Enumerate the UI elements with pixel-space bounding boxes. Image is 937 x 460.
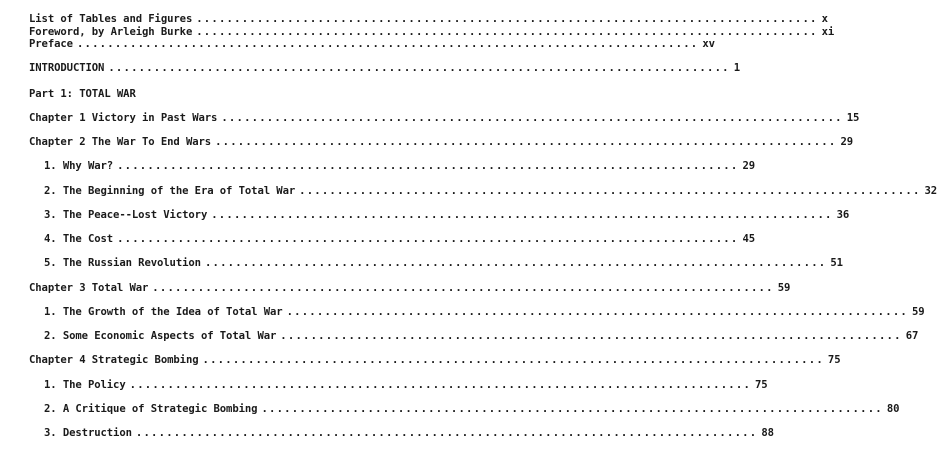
toc-entry-growth-of-total-war — [44, 305, 925, 319]
toc-entry-page: xi — [821, 26, 835, 38]
toc-entry-chapter-3 — [29, 281, 791, 295]
toc-entry-title: Part 1: TOTAL WAR — [29, 88, 136, 100]
toc-entry-page: 29 — [840, 136, 854, 148]
toc-entry-page: 45 — [742, 233, 756, 245]
dot-leader: .................................................................................. — [129, 379, 752, 391]
toc-entry-page: 75 — [827, 354, 841, 366]
toc-entry-page: 88 — [761, 427, 774, 439]
toc-entry-part-1 — [29, 87, 410, 101]
dot-leader: .................................................................................. — [108, 62, 730, 74]
dot-leader: .................................................................................. — [117, 233, 739, 245]
dot-leader: .................................................................................. — [286, 306, 908, 318]
toc-entry-page: 67 — [905, 330, 919, 342]
toc-entry-chapter-1 — [29, 111, 860, 125]
dot-leader: .................................................................................. — [202, 354, 824, 366]
toc-entry-title: Chapter 3 Total War — [29, 282, 149, 294]
toc-entry-title: 4. The Cost — [44, 233, 114, 245]
toc-entry-title: 1. The Policy — [44, 379, 126, 391]
dot-leader: .................................................................................. — [211, 209, 833, 221]
dot-leader: .................................................................................. — [76, 38, 699, 50]
toc-entry-title: List of Tables and Figures — [29, 13, 193, 25]
toc-entry-title: 3. Destruction — [44, 427, 132, 439]
dot-leader: .................................................................................. — [280, 330, 902, 342]
toc-entry-title: Preface — [29, 38, 73, 50]
toc-entry-page: 51 — [830, 257, 843, 269]
toc-entry-title: 3. The Peace--Lost Victory — [44, 209, 208, 221]
toc-entry-why-war — [44, 159, 756, 173]
toc-entry-page: 32 — [924, 185, 937, 197]
toc-entry-beginning-of-total-war — [44, 184, 937, 198]
dot-leader: .................................................................................. — [204, 257, 827, 269]
toc-entry-chapter-4 — [29, 353, 841, 367]
toc-entry-title: 1. The Growth of the Idea of Total War — [44, 306, 283, 318]
dot-leader: .................................................................................. — [196, 26, 818, 38]
toc-entry-title: Foreword, by Arleigh Burke — [29, 26, 193, 38]
toc-entry-russian-revolution — [44, 256, 843, 270]
toc-entry-page: 59 — [777, 282, 791, 294]
toc-entry-critique-of-bombing — [44, 402, 900, 416]
dot-leader: .................................................................................. — [152, 282, 774, 294]
dot-leader: .................................................................................. — [221, 112, 843, 124]
toc-entry-the-policy — [44, 378, 768, 392]
toc-entry-chapter-2 — [29, 135, 854, 149]
toc-entry-peace-lost-victory — [44, 208, 850, 222]
toc-entry-title: 2. The Beginning of the Era of Total War — [44, 185, 296, 197]
dot-leader: .................................................................................. — [135, 427, 758, 439]
toc-entry-title: INTRODUCTION — [29, 62, 105, 74]
toc-entry-page: 1 — [733, 62, 741, 74]
toc-entry-title: 2. A Critique of Strategic Bombing — [44, 403, 258, 415]
dot-leader: .................................................................................. — [196, 13, 818, 25]
toc-entry-list-of-tables-and-figures — [29, 12, 828, 26]
toc-entry-page: 36 — [836, 209, 850, 221]
toc-entry-introduction — [29, 61, 741, 75]
dot-leader: .................................................................................. — [299, 185, 921, 197]
toc-entry-title: 5. The Russian Revolution — [44, 257, 201, 269]
toc-entry-title: Chapter 4 Strategic Bombing — [29, 354, 199, 366]
toc-entry-preface — [29, 37, 715, 51]
toc-entry-page: x — [821, 13, 828, 25]
toc-entry-destruction — [44, 426, 774, 440]
dot-leader: .................................................................................. — [215, 136, 837, 148]
toc-entry-the-cost — [44, 232, 756, 246]
dot-leader: .................................................................................. — [261, 403, 883, 415]
toc-entry-page: 80 — [886, 403, 900, 415]
toc-entry-title: 2. Some Economic Aspects of Total War — [44, 330, 277, 342]
dot-leader: .................................................................................. — [117, 160, 739, 172]
toc-entry-title: Chapter 1 Victory in Past Wars — [29, 112, 218, 124]
toc-entry-title: Chapter 2 The War To End Wars — [29, 136, 212, 148]
toc-entry-page: xv — [702, 38, 715, 50]
toc-entry-page: 75 — [755, 379, 768, 391]
toc-entry-page: 15 — [846, 112, 860, 124]
toc-entry-page: 29 — [742, 160, 756, 172]
toc-entry-economic-aspects — [44, 329, 919, 343]
toc-entry-page: 59 — [911, 306, 925, 318]
toc-entry-title: 1. Why War? — [44, 160, 114, 172]
